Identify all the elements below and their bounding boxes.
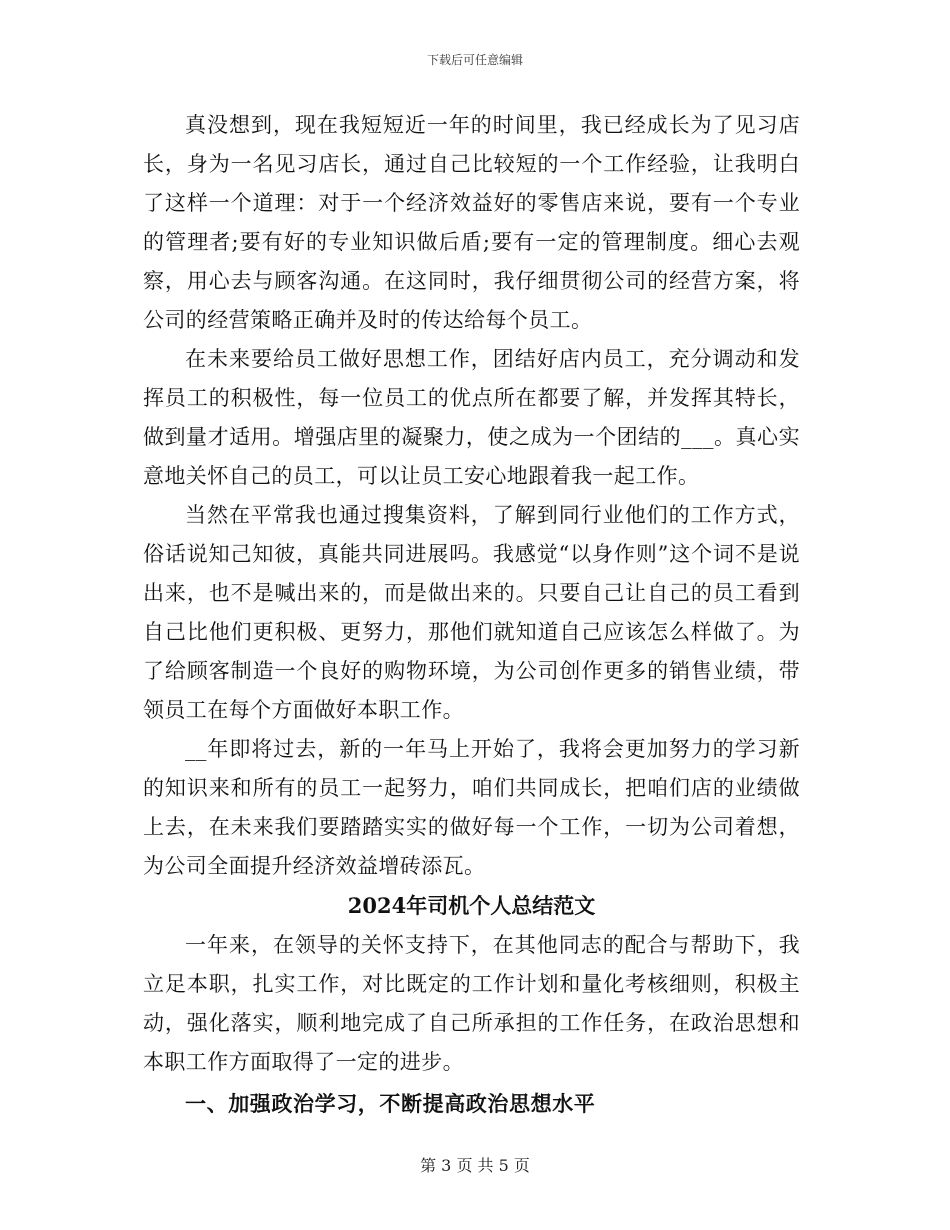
section-intro: 一年来，在领导的关怀支持下，在其他同志的配合与帮助下，我立足本职，扎实工作，对比既定的工作计划和量化考核细则，积极主动，强化落实，顺利地完成了自己所承担的工作任务，在政治思想和本职工作方面取得了一定的进步。: [143, 933, 800, 1074]
paragraph-4: __年即将过去，新的一年马上开始了，我将会更加努力的学习新的知识来和所有的员工一起努力，咱们共同成长，把咱们店的业绩做上去，在未来我们要踏踏实实的做好每一个工作，一切为公司着想，为公司全面提升经济效益增砖添瓦。: [143, 737, 800, 878]
paragraph-2: 在未来要给员工做好思想工作，团结好店内员工，充分调动和发挥员工的积极性，每一位员工的优点所在都要了解，并发挥其特长，做到量才适用。增强店里的凝聚力，使之成为一个团结的___。真心实意地关怀自己的员工，可以让员工安心地跟着我一起工作。: [143, 347, 800, 488]
section-title: 2024年司机个人总结范文: [347, 893, 596, 918]
page-header: 下载后可任意编辑: [426, 53, 523, 67]
paragraph-3: 当然在平常我也通过搜集资料，了解到同行业他们的工作方式，俗话说知己知彼，真能共同进展吗。我感觉“以身作则”这个词不是说出来，也不是喊出来的，而是做出来的。只要自己让自己的员工看到自己比他们更积极、更努力，那他们就知道自己应该怎么样做了。为了给顾客制造一个良好的购物环境，为公司创作更多的销售业绩，带领员工在每个方面做好本职工作。: [143, 503, 800, 722]
page-footer: 第 3 页 共 5 页: [420, 1156, 530, 1175]
section-heading-1: 一、加强政治学习，不断提高政治思想水平: [185, 1091, 596, 1116]
document-body: [143, 106, 800, 1124]
paragraph-1: 真没想到，现在我短短近一年的时间里，我已经成长为了见习店长，身为一名见习店长，通过自己比较短的一个工作经验，让我明白了这样一个道理：对于一个经济效益好的零售店来说，要有一个专业的管理者;要有好的专业知识做后盾;要有一定的管理制度。细心去观察，用心去与顾客沟通。在这同时，我仔细贯彻公司的经营方案，将公司的经营策略正确并及时的传达给每个员工。: [143, 113, 800, 332]
